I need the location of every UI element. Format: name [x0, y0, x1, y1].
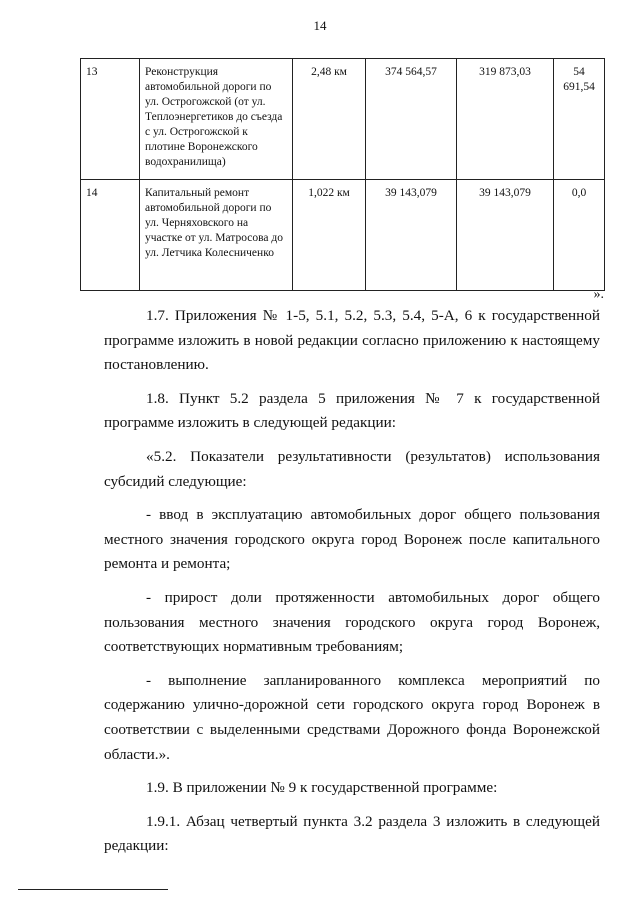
- bullet-commissioning: - ввод в эксплуатацию автомобильных дорог общего пользования местного значения городского округа город Воронеж после капитального ремонта и ремонта;: [104, 506, 600, 573]
- paragraph-1-9-1: 1.9.1. Абзац четвертый пункта 3.2 раздела 3 изложить в следующей редакции:: [104, 812, 600, 855]
- project-name: Капитальный ремонт автомобильной дороги по ул. Черняховского на участке от ул. Матросова до ул. Летчика Колесниченко: [140, 180, 293, 291]
- bullet-length-growth: - прирост доли протяженности автомобильных дорог общего пользования местного значения городского округа город Воронеж, соответствующих нормативным требованиям;: [104, 588, 600, 656]
- amount-part-1: 319 873,03: [457, 59, 554, 180]
- table-row: [81, 180, 605, 291]
- paragraph-5-2: «5.2. Показатели результативности (результатов) использования субсидий следующие:: [104, 447, 600, 490]
- paragraph-1-7: 1.7. Приложения № 1-5, 5.1, 5.2, 5.3, 5.4, 5-А, 6 к государственной программе изложить в новой редакции согласно приложению к настоящему постановлению.: [104, 307, 600, 374]
- closing-quote: ».: [593, 287, 604, 302]
- paragraph-1-8: 1.8. Пункт 5.2 раздела 5 приложения № 7 к государственной программе изложить в следующей редакции:: [104, 389, 600, 432]
- amount-part-2: 0,0: [554, 180, 605, 291]
- footnote-divider: [18, 889, 168, 890]
- road-length: 1,022 км: [293, 180, 366, 291]
- total-amount: 39 143,079: [366, 180, 457, 291]
- row-number: 13: [81, 59, 140, 180]
- table-row: [81, 59, 605, 180]
- page-number: 14: [313, 18, 327, 33]
- amount-part-1: 39 143,079: [457, 180, 554, 291]
- row-number: 14: [81, 180, 140, 291]
- bullet-maintenance: - выполнение запланированного комплекса мероприятий по содержанию улично-дорожной сети городского округа город Воронеж в соответствии с выделенными средствами Дорожного фонда Воронежской области.».: [104, 671, 600, 763]
- amount-part-2: 54 691,54: [554, 59, 605, 180]
- road-length: 2,48 км: [293, 59, 366, 180]
- body-text: [104, 304, 600, 868]
- project-name: Реконструкция автомобильной дороги по ул. Острогожской (от ул. Теплоэнергетиков до съезда с ул. Острогожской к плотине Воронежского водохранилища): [140, 59, 293, 180]
- total-amount: 374 564,57: [366, 59, 457, 180]
- road-works-table: [80, 58, 605, 291]
- paragraph-1-9: 1.9. В приложении № 9 к государственной программе:: [146, 779, 498, 797]
